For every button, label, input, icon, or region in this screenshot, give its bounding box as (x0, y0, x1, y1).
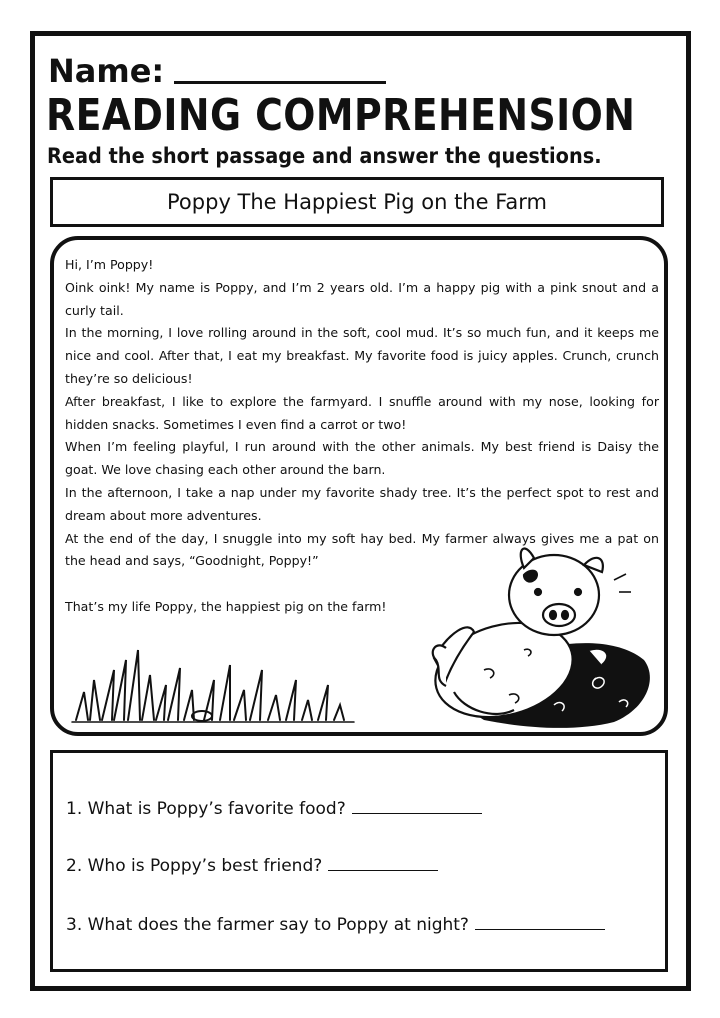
passage-paragraph: At the end of the day, I snuggle into my soft hay bed. My farmer always gives me a pat on the head and says, “Goodnight, Poppy!” (65, 530, 659, 569)
answer-blank[interactable] (475, 915, 605, 930)
passage-paragraph: After breakfast, I like to explore the farmyard. I snuffle around with my nose, looking for hidden snacks. Sometimes I even find a carrot or two! (65, 393, 659, 432)
name-field-line[interactable] (174, 55, 386, 84)
passage-paragraph: When I’m feeling playful, I run around with the other animals. My best friend is Daisy the goat. We love chasing each other around the barn. (65, 439, 659, 478)
question-3 (66, 915, 605, 935)
question-text: 1. What is Poppy’s favorite food? (66, 799, 346, 819)
passage-paragraph: Oink oink! My name is Poppy, and I’m 2 years old. I’m a happy pig with a pink snout and a curly tail. (65, 279, 659, 318)
instructions: Read the short passage and answer the questions. (47, 144, 602, 168)
passage-paragraph: In the morning, I love rolling around in the soft, cool mud. It’s so much fun, and it keeps me nice and cool. After that, I eat my breakfast. My favorite food is juicy apples. Crunch, crunch they’re so delicious! (65, 325, 659, 386)
pig-in-mud-icon (54, 240, 668, 736)
question-2 (66, 856, 438, 876)
name-label: Name: (48, 52, 165, 90)
story-title: Poppy The Happiest Pig on the Farm (167, 190, 547, 214)
name-row (48, 52, 386, 90)
question-text: 2. Who is Poppy’s best friend? (66, 856, 323, 876)
page-title: READING COMPREHENSION (46, 90, 636, 141)
passage-box (50, 236, 668, 736)
passage-paragraph: In the afternoon, I take a nap under my favorite shady tree. It’s the perfect spot to rest and dream about more adventures. (65, 484, 659, 523)
grass-icon (72, 650, 354, 722)
answer-blank[interactable] (352, 799, 482, 814)
passage-paragraph: Hi, I’m Poppy! (65, 257, 154, 272)
questions-box (50, 750, 668, 972)
passage-paragraph: That’s my life Poppy, the happiest pig on the farm! (65, 598, 387, 614)
story-title-box (50, 177, 664, 227)
answer-blank[interactable] (328, 856, 438, 871)
question-text: 3. What does the farmer say to Poppy at night? (66, 915, 469, 935)
question-1 (66, 799, 482, 819)
